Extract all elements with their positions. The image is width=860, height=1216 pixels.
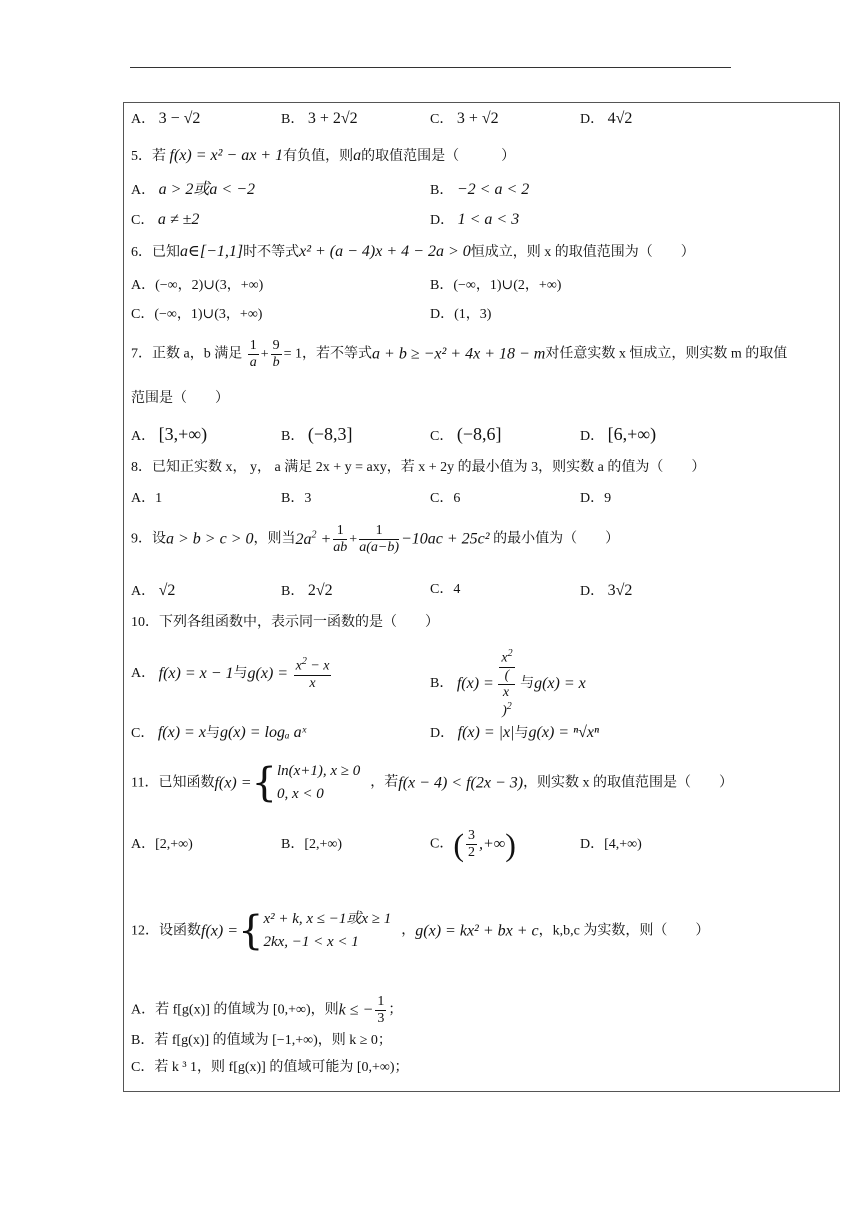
q7-stem: 7．正数 a，b 满足 $\frac{1}{a}$ + $\frac{9}{b}$ = 1，若不等式a + b ≥ −x² + 4x + 18 − m对任意实数 x 恒成立，则实数 m 的取值: [131, 338, 788, 371]
q12-brace: {: [238, 908, 264, 955]
q10-option-a: A． f(x) = x − 1与g(x) = $\frac{x^2 - x}{x}$: [131, 656, 330, 691]
q6-option-c: C．(−∞，1)∪(3，+∞): [131, 307, 263, 322]
q10-option-c: C． f(x) = x与g(x) = logₐ aˣ: [131, 724, 307, 741]
q4-option-b: B． 3 + 2√2: [281, 110, 358, 127]
q8-stem: 8．已知正实数 x， y， a 满足 2x + y = axy，若 x + 2y 的最小值为 3，则实数 a 的值为（ ）: [131, 460, 706, 475]
q6-option-b: B．(−∞，1)∪(2，+∞): [430, 278, 562, 293]
q11-option-a: A．[2,+∞): [131, 837, 193, 852]
q7-option-b: B． (−8,3]: [281, 424, 353, 444]
q11-brace: {: [251, 760, 277, 807]
q5-option-a: A． a > 2或a < −2: [131, 181, 256, 198]
q10-b-fraction: $x^2$ ( x )$^2$: [499, 648, 514, 720]
q12-option-c: C．若 k ³ 1，则 f[g(x)] 的值域可能为 [0,+∞)；: [131, 1060, 409, 1075]
q12-option-a: A．若 f[g(x)] 的值域为 [0,+∞)，则k ≤ − $\frac{1}{3}$ ；: [131, 994, 403, 1027]
q12-cases: x² + k, x ≤ −1或x ≥ 1 2kx, −1 < x < 1: [263, 911, 392, 951]
q10-option-d: D． f(x) = |x|与g(x) = ⁿ√xⁿ: [430, 724, 600, 741]
q5-stem: 5．若 f(x) = x² − ax + 1有负值，则a的取值范围是（ ）: [131, 147, 516, 164]
q11-option-b: B．[2,+∞): [281, 837, 343, 852]
q7-stem-line2: 范围是（ ）: [131, 391, 229, 406]
q12-option-b: B．若 f[g(x)] 的值域为 [−1,+∞)，则 k ≥ 0；: [131, 1033, 392, 1048]
q7-frac-9b: $\frac{9}{b}$: [272, 338, 280, 371]
q11-cases: ln(x+1), x ≥ 0 0, x < 0: [276, 763, 361, 803]
q11-stem: 11．已知函数f(x) ={ ln(x+1), x ≥ 0 0, x < 0 ，若f(x − 4) < f(2x − 3)，则实数 x 的取值范围是（ ）: [131, 760, 734, 807]
q7-option-c: C． (−8,6]: [430, 424, 502, 444]
q9-stem: 9．设a > b > c > 0，则当$2a^2$ + $\frac{1}{ab}$ + $\frac{1}{a(a-b)}$ −10ac + 25c² 的最小值为（ ）: [131, 523, 620, 556]
q6-stem: 6．已知a∈[−1,1]时不等式x² + (a − 4)x + 4 − 2a > 0恒成立，则 x 的取值范围为（ ）: [131, 243, 695, 260]
q10-option-b: B． f(x) = $x^2$ ( x )$^2$ 与g(x) = x: [430, 648, 586, 719]
q7-option-a: A． [3,+∞): [131, 424, 208, 444]
q10-stem: 10．下列各组函数中，表示同一函数的是（ ）: [131, 615, 439, 630]
q6-option-a: A．(−∞，2)∪(3，+∞): [131, 278, 264, 293]
q11-option-d: D．[4,+∞): [580, 837, 642, 852]
q7-frac-1a: $\frac{1}{a}$: [249, 338, 257, 371]
q11-c-fraction: $\frac{3}{2}$: [468, 828, 475, 861]
q5-option-b: B． −2 < a < 2: [430, 181, 530, 198]
q9-frac-1ab: $\frac{1}{ab}$: [333, 523, 348, 556]
q9-frac-1aab: $\frac{1}{a(a-b)}$: [359, 523, 399, 556]
q8-option-a: A．1: [131, 491, 163, 506]
q12-a-fraction: $\frac{1}{3}$: [377, 994, 385, 1027]
q9-option-a: A． √2: [131, 582, 176, 599]
q10-a-fraction: $\frac{x^2 - x}{x}$: [295, 656, 330, 691]
q8-option-c: C．6: [430, 491, 461, 506]
q7-option-d: D． [6,+∞): [580, 424, 657, 444]
q8-option-b: B．3: [281, 491, 312, 506]
q6-option-d: D．(1，3): [430, 307, 492, 322]
header-rule: [130, 67, 731, 68]
q11-option-c: C．( $\frac{3}{2}$ ,+∞): [430, 826, 516, 863]
q4-option-c: C． 3 + √2: [430, 110, 499, 127]
q4-option-a: A． 3 − √2: [131, 110, 201, 127]
q12-stem: 12．设函数f(x) ={ x² + k, x ≤ −1或x ≥ 1 2kx, −1 < x < 1 ，g(x) = kx² + bx + c，k,b,c 为实数，则（ ）: [131, 908, 710, 955]
q9-option-c: C．4: [430, 582, 461, 597]
q9-option-b: B． 2√2: [281, 582, 333, 599]
q4-option-d: D． 4√2: [580, 110, 633, 127]
q5-option-c: C． a ≠ ±2: [131, 211, 200, 228]
q8-option-d: D．9: [580, 491, 612, 506]
q9-option-d: D． 3√2: [580, 582, 633, 599]
q5-option-d: D． 1 < a < 3: [430, 211, 520, 228]
